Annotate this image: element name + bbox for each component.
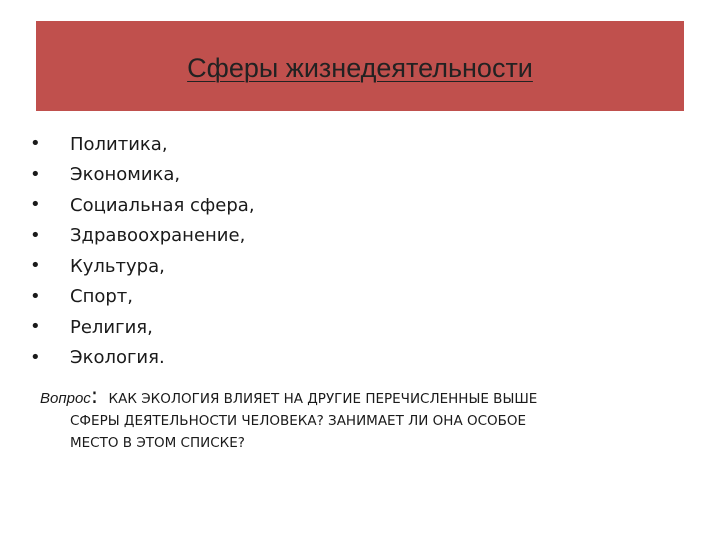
list-item-text: Спорт,	[70, 286, 133, 308]
list-item-text: Экология.	[70, 347, 165, 369]
question-text-line-2: СФЕРЫ ДЕЯТЕЛЬНОСТИ ЧЕЛОВЕКА? ЗАНИМАЕТ ЛИ ОНА ОСОБОЕ	[70, 413, 527, 429]
question-colon: :	[90, 384, 99, 409]
list-item	[30, 190, 255, 221]
bullet-marker: •	[30, 346, 41, 368]
list-item-text: Культура,	[70, 255, 165, 277]
slide-title: Сферы жизнедеятельности	[187, 52, 533, 83]
bullet-marker: •	[30, 194, 41, 216]
bullet-marker: •	[30, 224, 41, 246]
bullet-marker: •	[30, 285, 41, 307]
list-item	[30, 343, 255, 374]
list-item	[30, 282, 255, 313]
question-first-line	[40, 386, 680, 410]
list-item	[30, 129, 255, 160]
bullet-list	[30, 129, 255, 373]
list-item-text: Религия,	[70, 316, 153, 338]
list-item-text: Политика,	[70, 133, 168, 155]
list-item-text: Здравоохранение,	[70, 225, 246, 247]
list-item-text: Экономика,	[70, 164, 181, 186]
bullet-marker: •	[30, 316, 41, 338]
question-block	[40, 386, 680, 454]
list-item	[30, 221, 255, 252]
list-item	[30, 251, 255, 282]
bullet-marker: •	[30, 133, 41, 155]
question-label: Вопрос	[40, 390, 91, 407]
list-item	[30, 312, 255, 343]
bullet-marker: •	[30, 255, 41, 277]
bullet-marker: •	[30, 163, 41, 185]
list-item-text: Социальная сфера,	[70, 194, 255, 216]
title-band	[36, 21, 684, 111]
list-item	[30, 160, 255, 191]
question-text-line-3: МЕСТО В ЭТОМ СПИСКЕ?	[70, 435, 245, 451]
question-text-line-1: КАК ЭКОЛОГИЯ ВЛИЯЕТ НА ДРУГИЕ ПЕРЕЧИСЛЕННЫЕ ВЫШЕ	[108, 391, 538, 407]
